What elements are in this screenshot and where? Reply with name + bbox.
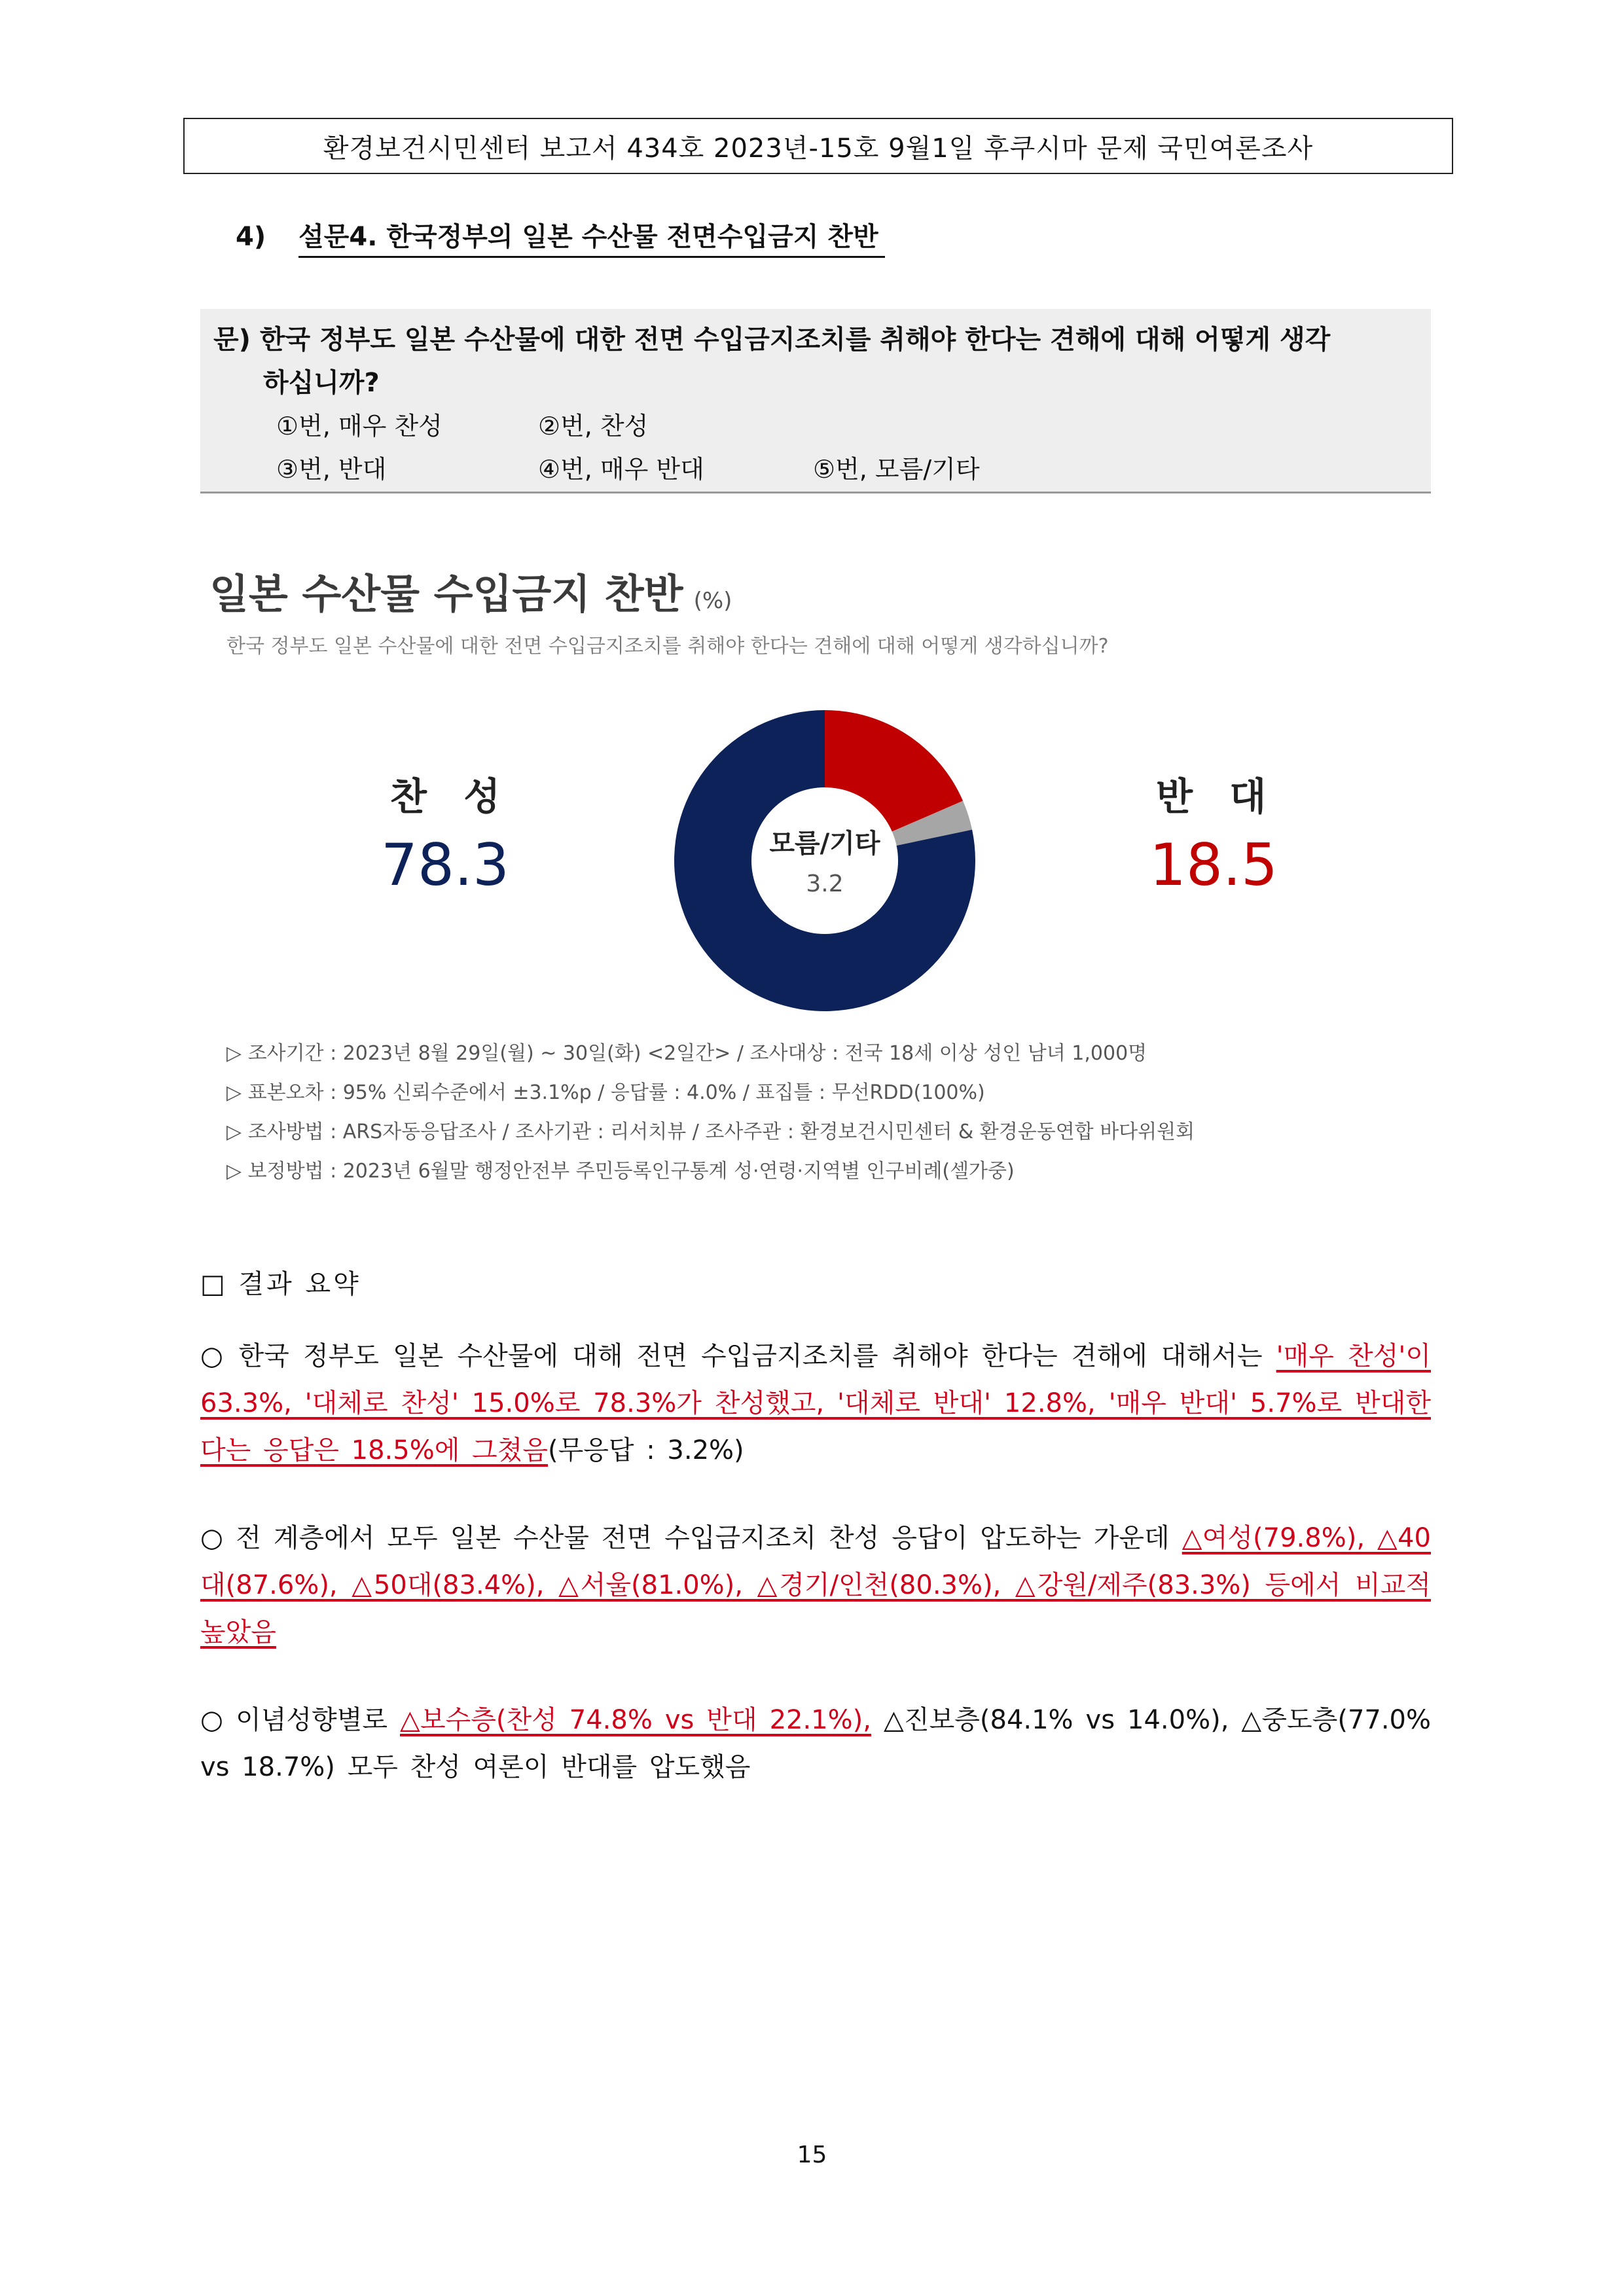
p3-tail: △진보층(84.1% vs 14.0%), △중도층(77.0% vs 18.7%) 모두 찬성 여론이 반대를 압도했음 — [200, 1705, 1432, 1782]
p1-tail: (무응답 : 3.2%) — [547, 1435, 744, 1465]
oppose-label: 반 대 — [1156, 774, 1278, 819]
p2-text: ○ 전 계층에서 모두 일본 수산물 전면 수입금지조치 찬성 응답이 압도하는 가운데 — [200, 1523, 1182, 1553]
survey-notes — [226, 1034, 1195, 1191]
section-number: 4) — [236, 222, 266, 252]
note-weighting: ▷ 보정방법 : 2023년 6월말 행정안전부 주민등록인구통계 성·연령·지역별 인구비례(셀가중) — [226, 1160, 1015, 1183]
donut-chart — [668, 700, 982, 1021]
p1-text: ○ 한국 정부도 일본 수산물에 대해 전면 수입금지조치를 취해야 한다는 견해에 대해서는 — [200, 1341, 1276, 1371]
summary-paragraph-3 — [200, 1696, 1431, 1791]
note-method: ▷ 조사방법 : ARS자동응답조사 / 조사기관 : 리서치뷰 / 조사주관 : 환경보건시민센터 & 환경운동연합 바다위원회 — [226, 1121, 1195, 1143]
option-2: ②번, 찬성 — [538, 412, 649, 440]
question-options-row-2 — [213, 448, 1418, 491]
report-header — [183, 118, 1453, 174]
option-5: ⑤번, 모름/기타 — [813, 455, 980, 484]
question-line-1: 문) 한국 정부도 일본 수산물에 대한 전면 수입금지조치를 취해야 한다는 견해에 대해 어떻게 생각 — [213, 325, 1331, 355]
question-line-2: 하십니까? — [263, 368, 380, 398]
question-options-row-1 — [213, 404, 1418, 448]
donut-hole — [751, 787, 898, 934]
option-4: ④번, 매우 반대 — [538, 455, 704, 484]
option-1: ①번, 매우 찬성 — [276, 412, 442, 440]
chart-subtitle: 한국 정부도 일본 수산물에 대한 전면 수입금지조치를 취해야 한다는 견해에 대해 어떻게 생각하십니까? — [226, 635, 1109, 658]
summary-heading: □ 결과 요약 — [200, 1269, 361, 1299]
favor-value: 78.3 — [381, 831, 509, 899]
summary-paragraph-1 — [200, 1333, 1431, 1474]
summary-paragraph-2 — [200, 1515, 1431, 1656]
section-title — [236, 216, 885, 258]
chart-unit: (%) — [693, 588, 732, 614]
report-header-title: 환경보건시민센터 보고서 434호 2023년-15호 9월1일 후쿠시마 문제 국민여론조사 — [323, 133, 1314, 164]
note-period: ▷ 조사기간 : 2023년 8월 29일(월) ~ 30일(화) <2일간> / 조사대상 : 전국 18세 이상 성인 남녀 1,000명 — [226, 1042, 1147, 1065]
p1-highlight: '매우 찬성'이 63.3%, '대체로 찬성' 15.0%로 78.3%가 찬성했고, '대체로 반대' 12.8%, '매우 반대' 5.7%로 반대한다는 응답은 18.5%에 그쳤음 — [200, 1341, 1431, 1465]
p2-highlight: △여성(79.8%), △40대(87.6%), △50대(83.4%), △서울(81.0%), △경기/인천(80.3%), △강원/제주(83.3%) 등에서 비교적 높았음 — [200, 1523, 1431, 1647]
favor-label: 찬 성 — [390, 774, 513, 819]
oppose-value: 18.5 — [1149, 831, 1278, 899]
center-value: 3.2 — [806, 870, 844, 897]
center-label: 모름/기타 — [769, 829, 880, 859]
question-box — [200, 309, 1431, 493]
chart-title-text: 일본 수산물 수입금지 찬반 — [209, 570, 683, 618]
note-error: ▷ 표본오차 : 95% 신뢰수준에서 ±3.1%p / 응답률 : 4.0% / 표집틀 : 무선RDD(100%) — [226, 1081, 985, 1104]
section-title-text: 설문4. 한국정부의 일본 수산물 전면수입금지 찬반 — [298, 216, 884, 258]
p3-text: ○ 이념성향별로 — [200, 1705, 400, 1735]
page-number: 15 — [797, 2142, 827, 2168]
option-3: ③번, 반대 — [276, 455, 387, 484]
chart-title — [209, 562, 732, 620]
p3-highlight: △보수층(찬성 74.8% vs 반대 22.1%), — [399, 1705, 871, 1735]
